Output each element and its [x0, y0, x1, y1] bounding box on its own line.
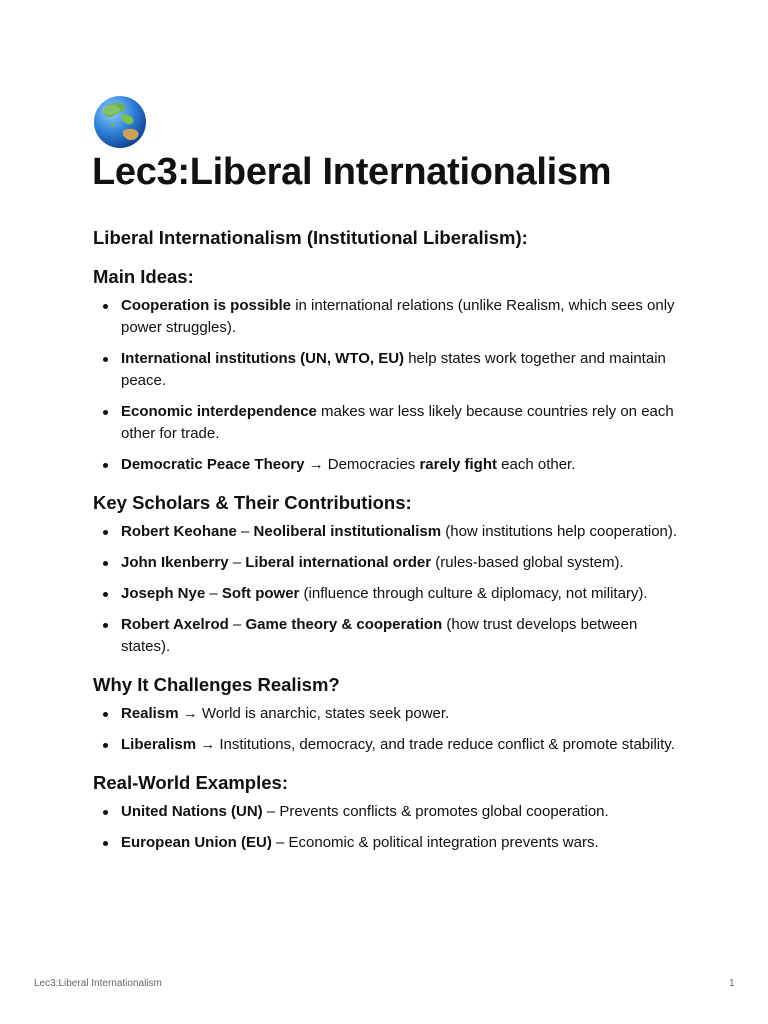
list-item: Realism → World is anarchic, states seek power. [93, 703, 683, 725]
scholars-heading: Key Scholars & Their Contributions: [93, 492, 412, 513]
list-item: Economic interdependence makes war less likely because countries rely on each other for trade. [93, 401, 683, 445]
globe-icon [93, 95, 147, 149]
scholars-list [93, 521, 683, 658]
examples-list [93, 801, 683, 854]
challenges-list [93, 703, 683, 756]
list-item: Democratic Peace Theory → Democracies rarely fight each other. [93, 454, 683, 476]
main-ideas-heading: Main Ideas: [93, 266, 194, 287]
page-title: Lec3:Liberal Internationalism [92, 151, 612, 193]
list-item: United Nations (UN) – Prevents conflicts & promotes global cooperation. [93, 801, 683, 823]
subtitle-heading: Liberal Internationalism (Institutional Liberalism): [93, 227, 528, 248]
list-item: Robert Keohane – Neoliberal institutionalism (how institutions help cooperation). [93, 521, 683, 543]
list-item: European Union (EU) – Economic & political integration prevents wars. [93, 832, 683, 854]
document-body [93, 226, 683, 869]
list-item: Robert Axelrod – Game theory & cooperation (how trust develops between states). [93, 614, 683, 658]
challenges-heading: Why It Challenges Realism? [93, 674, 340, 695]
list-item: Joseph Nye – Soft power (influence through culture & diplomacy, not military). [93, 583, 683, 605]
list-item: Cooperation is possible in international relations (unlike Realism, which sees only power struggles). [93, 295, 683, 339]
main-ideas-list [93, 295, 683, 476]
examples-heading: Real-World Examples: [93, 772, 288, 793]
footer-document-title: Lec3:Liberal Internationalism [34, 978, 162, 989]
list-item: John Ikenberry – Liberal international order (rules-based global system). [93, 552, 683, 574]
list-item: International institutions (UN, WTO, EU) help states work together and maintain peace. [93, 348, 683, 392]
list-item: Liberalism → Institutions, democracy, and trade reduce conflict & promote stability. [93, 734, 683, 756]
footer-page-number: 1 [729, 978, 735, 989]
